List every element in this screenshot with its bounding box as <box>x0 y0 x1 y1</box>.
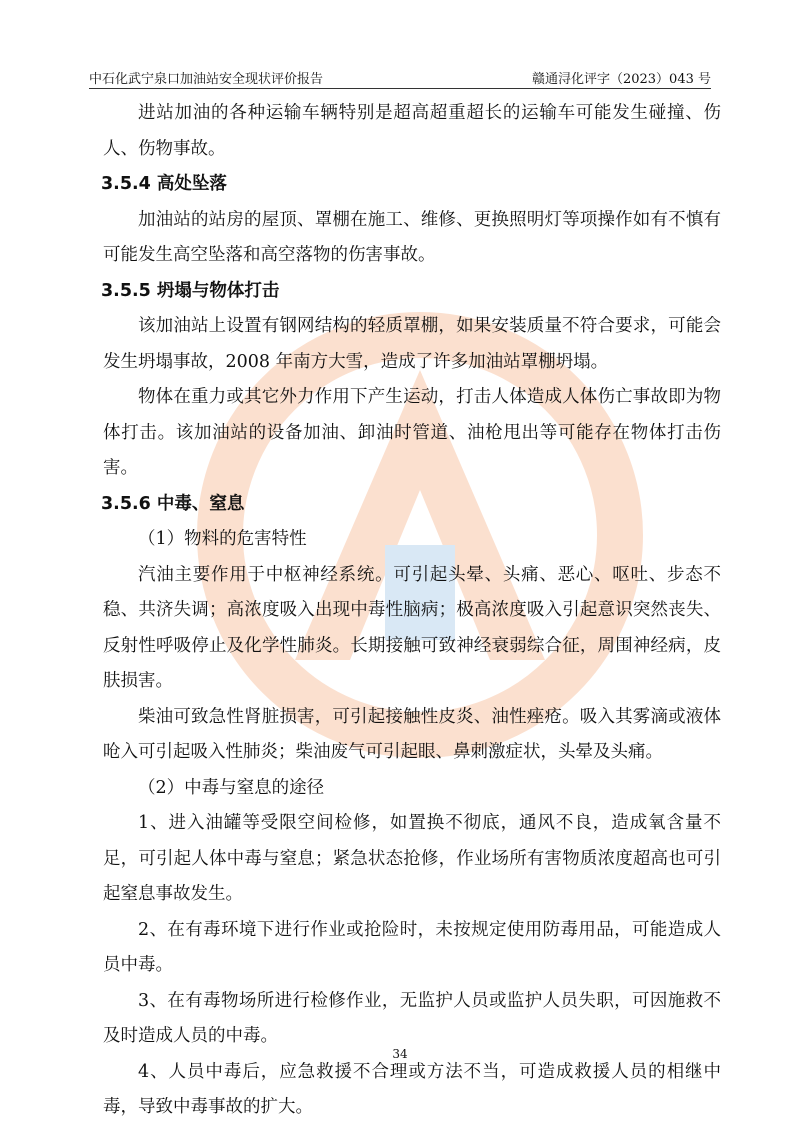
paragraph-route-subtitle: （2）中毒与窒息的途径 <box>138 777 325 798</box>
paragraph-falling-from-height: 加油站的站房的屋顶、罩棚在施工、维修、更换照明灯等项操作如有不慎有可能发生高空坠落和高空落物的伤害事故。 <box>103 209 721 265</box>
paragraph-gasoline-hazard: 汽油主要作用于中枢神经系统。可引起头晕、头痛、恶心、呕吐、步态不稳、共济失调；高浓度吸入出现中毒性脑病；极高浓度吸入引起意识突然丧失、反射性呼吸停止及化学性肺炎。长期接触可致神经衰弱综合征，周围神经病，皮肤损害。 <box>103 564 721 691</box>
paragraph-vehicle-collision: 进站加油的各种运输车辆特别是超高超重超长的运输车可能发生碰撞、伤人、伤物事故。 <box>103 103 721 159</box>
paragraph-route-2: 2、在有毒环境下进行作业或抢险时，未按规定使用防毒用品，可能造成人员中毒。 <box>103 919 721 975</box>
heading-3-5-5: 3.5.5 坍塌与物体打击 <box>101 280 280 301</box>
header-report-title: 中石化武宁泉口加油站安全现状评价报告 <box>89 72 324 87</box>
paragraph-route-1: 1、进入油罐等受限空间检修，如置换不彻底，通风不良，造成氧含量不足，可引起人体中毒与窒息；紧急状态抢修，作业场所有害物质浓度超高也可引起窒息事故发生。 <box>103 813 721 904</box>
paragraph-route-4: 4、人员中毒后，应急救援不合理或方法不当，可造成救援人员的相继中毒，导致中毒事故的扩大。 <box>103 1061 721 1117</box>
header-report-number: 赣通浔化评字（2023）043 号 <box>531 72 711 87</box>
paragraph-collapse: 该加油站上设置有钢网结构的轻质罩棚，如果安装质量不符合要求，可能会发生坍塌事故，2008 年南方大雪，造成了许多加油站罩棚坍塌。 <box>103 316 721 372</box>
paragraph-diesel-hazard: 柴油可致急性肾脏损害，可引起接触性皮炎、油性痤疮。吸入其雾滴或液体呛入可引起吸入性肺炎；柴油废气可引起眼、鼻刺激症状，头晕及头痛。 <box>103 706 721 762</box>
page-number: 34 <box>392 1047 408 1061</box>
paragraph-object-strike: 物体在重力或其它外力作用下产生运动，打击人体造成人体伤亡事故即为物体打击。该加油站的设备加油、卸油时管道、油枪甩出等可能存在物体打击伤害。 <box>103 387 721 478</box>
heading-3-5-6: 3.5.6 中毒、窒息 <box>101 493 245 514</box>
paragraph-route-3: 3、在有毒物场所进行检修作业，无监护人员或监护人员失职，可因施救不及时造成人员的中毒。 <box>103 990 721 1046</box>
page-header <box>89 66 711 89</box>
paragraph-hazard-subtitle: （1）物料的危害特性 <box>138 529 307 549</box>
heading-3-5-4: 3.5.4 高处坠落 <box>101 174 227 194</box>
document-body <box>103 96 721 1126</box>
